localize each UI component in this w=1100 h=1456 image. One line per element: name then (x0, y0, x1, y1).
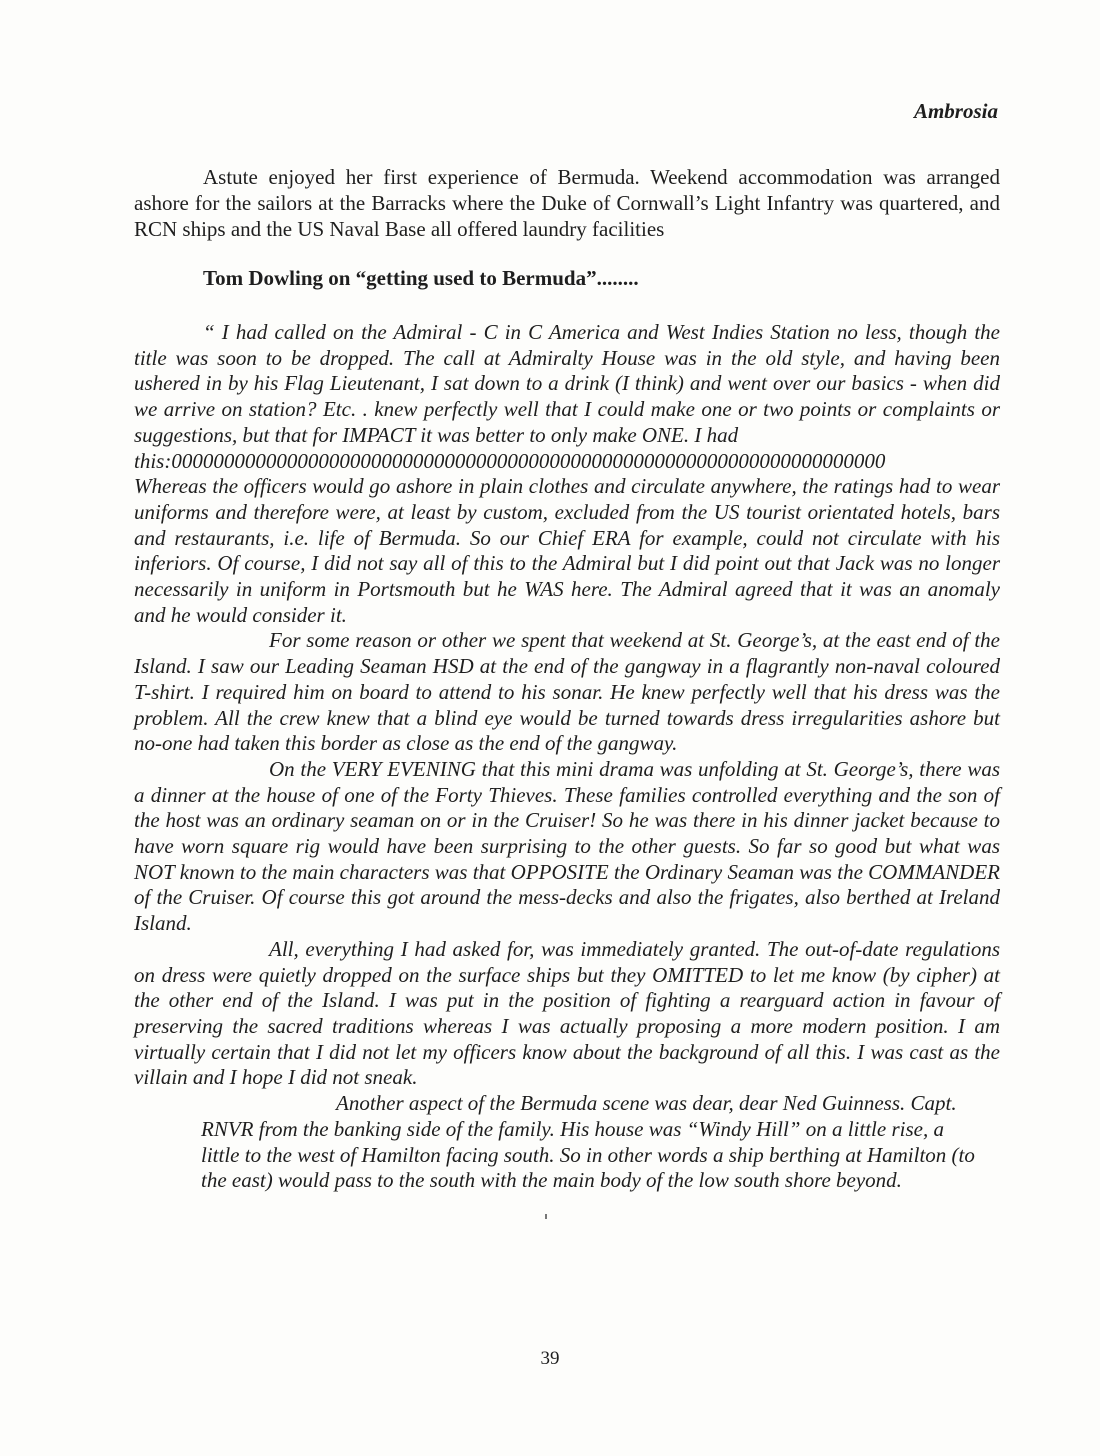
quote-paragraph-1: “ I had called on the Admiral - C in C America and West Indies Station no less, though the title was soon to be dropped. The call at Admiralty House was in the old style, and having been ushered in by his Flag Lieutenant, I sat down to a drink (I think) and went over our basics - when did we arrive on station? Etc. . knew perfectly well that I could make one or two points or complaints or suggestions, but that for IMPACT it was better to only make ONE. I had (134, 320, 1000, 447)
quote-paragraph-2: For some reason or other we spent that weekend at St. George’s, at the east end of the Island. I saw our Leading Seaman HSD at the end of the gangway in a flagrantly non-naval coloured T-shirt. I required him on board to attend to his sonar. He knew perfectly well that his dress was the problem. All the crew knew that a blind eye would be turned towards dress irregularities ashore but no-one had taken this border as close as the end of the gangway. (134, 628, 1000, 756)
quote-paragraph-5: Another aspect of the Bermuda scene was dear, dear Ned Guinness. Capt. RNVR from the banking side of the family. His house was “Windy Hill” on a little rise, a little to the west of Hamilton facing south. So in other words a ship berthing at Hamilton (to the east) would pass to the south with the main body of the low south shore beyond. (201, 1091, 975, 1193)
quote-paragraph-3: On the VERY EVENING that this mini drama was unfolding at St. George’s, there was a dinner at the house of one of the Forty Thieves. These families controlled everything and the son of the host was an ordinary seaman on or in the Cruiser! So he was there in his dinner jacket because to have worn square rig would have been surprising to the other guests. So far so good but what was NOT known to the main characters was that OPPOSITE the Ordinary Seaman was the COMMANDER of the Cruiser. Of course this got around the mess-decks and also the frigates, also berthed at Ireland Island. (134, 756, 1000, 936)
quoted-recollection (134, 320, 1000, 1194)
quote-paragraph-4: All, everything I had asked for, was immediately granted. The out-of-date regulations on dress were quietly dropped on the surface ships but they OMITTED to let me know (by cipher) at the other end of the Island. I was put in the position of fighting a rearguard action in favour of preserving the sacred traditions whereas I was actually proposing a more modern position. I am virtually certain that I did not let my officers know about the background of all this. I was cast as the villain and I hope I did not sneak. (134, 936, 1000, 1090)
quote-zeros-line: this:00000000000000000000000000000000000000000000000000000000000000000000 (134, 448, 886, 473)
running-title: Ambrosia (913, 99, 998, 123)
scan-speck (545, 1214, 547, 1219)
quote-paragraph-1-continued: Whereas the officers would go ashore in plain clothes and circulate anywhere, the ratings had to wear uniforms and therefore were, at least by custom, excluded from the US tourist orientated hotels, bars and restaurants, i.e. life of Bermuda. So our Chief ERA for example, could not circulate with his inferiors. Of course, I did not say all of this to the Admiral but I did point out that Jack was no longer necessarily in uniform in Portsmouth but he WAS here. The Admiral agreed that it was an anomaly and he would consider it. (134, 474, 1000, 627)
section-heading: Tom Dowling on “getting used to Bermuda”........ (203, 266, 639, 290)
intro-paragraph: Astute enjoyed her first experience of Bermuda. Weekend accommodation was arranged ashore for the sailors at the Barracks where the Duke of Cornwall’s Light Infantry was quartered, and RCN ships and the US Naval Base all offered laundry facilities (134, 165, 1000, 241)
page-number: 39 (540, 1348, 560, 1369)
